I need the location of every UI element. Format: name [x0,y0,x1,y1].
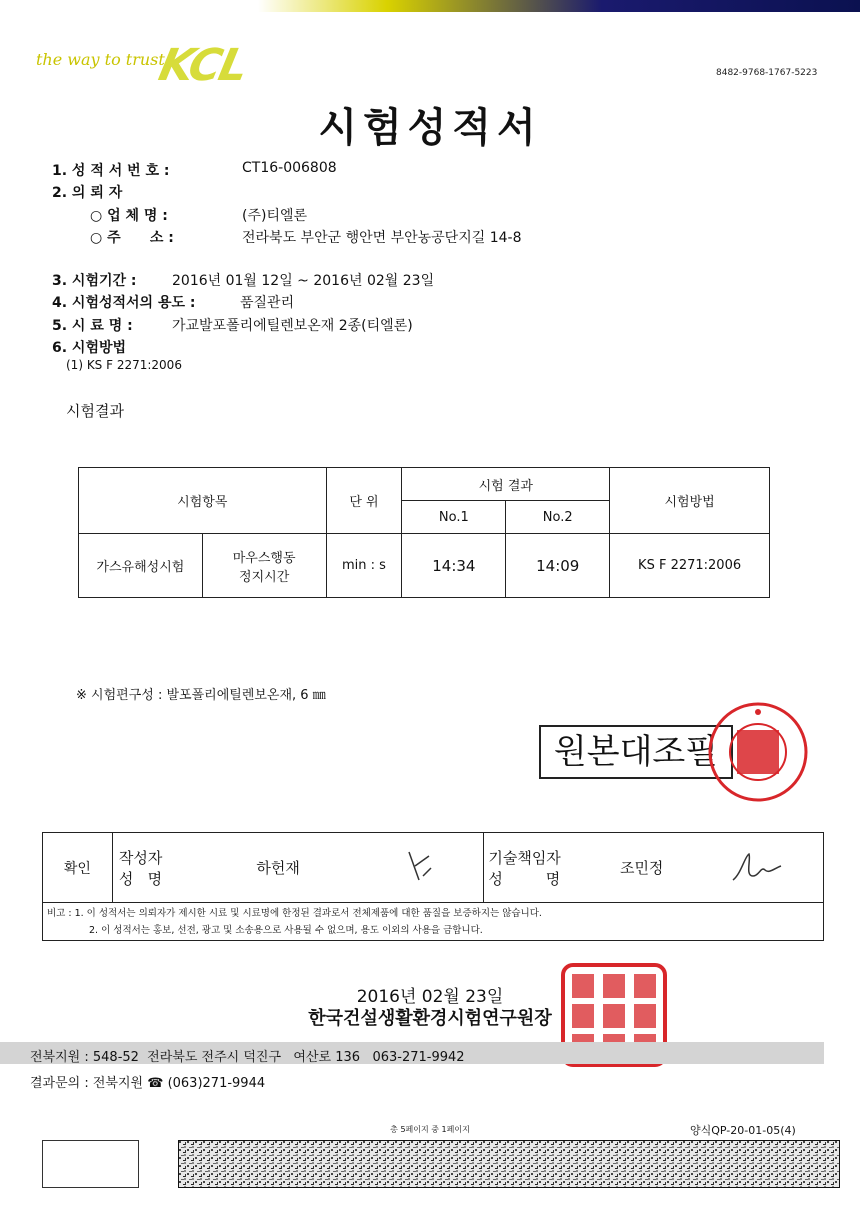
author-label-line2: 성 명 [118,869,163,888]
tech-manager-label [484,833,592,903]
confirm-label: 확인 [43,833,113,903]
kcl-logo: KCL [154,40,252,91]
cell-unit: min : s [326,534,402,598]
remark-line-2: 2. 이 성적서는 홍보, 선전, 광고 및 소송용으로 사용될 수 없으며, 용도 이외의 사용을 금합니다. [89,925,483,936]
field-company-label: ○ 업 체 명 : [90,208,168,224]
remarks-box [42,902,824,941]
document-serial: 8482-9768-1767-5223 [716,68,818,78]
tech-manager-label-line2: 성 명 [488,869,561,888]
signature-icon [727,846,787,886]
tech-manager-name: 조민정 [592,833,692,903]
original-copy-stamp: 원본대조필 [539,725,733,779]
cell-sub-item [202,534,326,598]
document-title: 시험성적서 [318,105,542,151]
author-signature [358,833,484,903]
cell-method: KS F 2271:2006 [610,534,770,598]
field-company-value: (주)티엘론 [242,208,308,224]
branch-address: 전북지원 : 548-52 전라북도 전주시 덕진구 여산로 136 063-271-9942 [30,1050,465,1065]
logo-slogan: the way to trust [36,50,165,69]
header-unit: 단 위 [326,468,402,534]
field-period-value: 2016년 01월 12일 ~ 2016년 02월 23일 [172,273,435,289]
header-test-result: 시험 결과 [402,468,610,501]
confirmation-table [42,832,824,903]
institute-name: 한국건설생활환경시험연구원장 [308,1008,552,1029]
signature-icon [401,846,441,886]
header-test-item: 시험항목 [79,468,327,534]
security-pattern-graphic [179,1141,839,1187]
tech-manager-signature [692,833,824,903]
cell-sub-item-line2: 정지시간 [239,569,290,585]
field-report-number-value: CT16-006808 [242,160,337,176]
security-pattern [178,1140,840,1188]
top-color-bar [0,0,860,12]
issue-date: 2016년 02월 23일 [356,987,504,1007]
results-heading: 시험결과 [66,402,124,420]
remark-line-1: 비고 : 1. 이 성적서는 의뢰자가 제시한 시료 및 시료명에 한정된 결과로서 전체제품에 대한 품질을 보증하지는 않습니다. [47,908,542,919]
author-name: 하헌재 [198,833,358,903]
author-label-line1: 작성자 [118,848,163,867]
table-row [79,534,770,598]
cell-result-no1: 14:34 [402,534,506,598]
field-report-number-label: 1. 성 적 서 번 호 : [52,163,170,179]
results-table [78,467,770,598]
field-method-label: 6. 시험방법 [52,340,127,356]
tech-manager-label-line1: 기술책임자 [488,848,561,867]
page-info: 총 5페이지 중 1페이지 [390,1125,470,1134]
field-sample-value: 가교발포폴리에틸렌보온재 2종(티엘론) [172,318,413,334]
cell-sub-item-line1: 마우스행동 [232,550,296,566]
field-sample-label: 5. 시 료 명 : [52,318,133,334]
field-purpose-value: 품질관리 [240,295,295,311]
specimen-note: ※ 시험편구성 : 발포폴리에틸렌보온재, 6 ㎜ [76,688,326,703]
header-no2: No.2 [506,501,610,534]
field-address-label: ○ 주 소 : [90,230,174,246]
form-code: 양식QP-20-01-05(4) [690,1124,796,1137]
field-period-label: 3. 시험기간 : [52,273,137,289]
field-purpose-label: 4. 시험성적서의 용도 : [52,295,196,311]
author-label [112,833,198,903]
contact-info: 결과문의 : 전북지원 ☎ (063)271-9944 [30,1076,266,1091]
field-method-value: (1) KS F 2271:2006 [66,358,182,372]
header-no1: No.1 [402,501,506,534]
header-test-method: 시험방법 [610,468,770,534]
cell-result-no2: 14:09 [506,534,610,598]
round-seal-icon [703,700,813,804]
cell-test-item: 가스유해성시험 [79,534,203,598]
field-address-value: 전라북도 부안군 행안면 부안농공단지길 14-8 [242,230,522,246]
blank-box [42,1140,139,1188]
field-client-label: 2. 의 뢰 자 [52,185,123,201]
